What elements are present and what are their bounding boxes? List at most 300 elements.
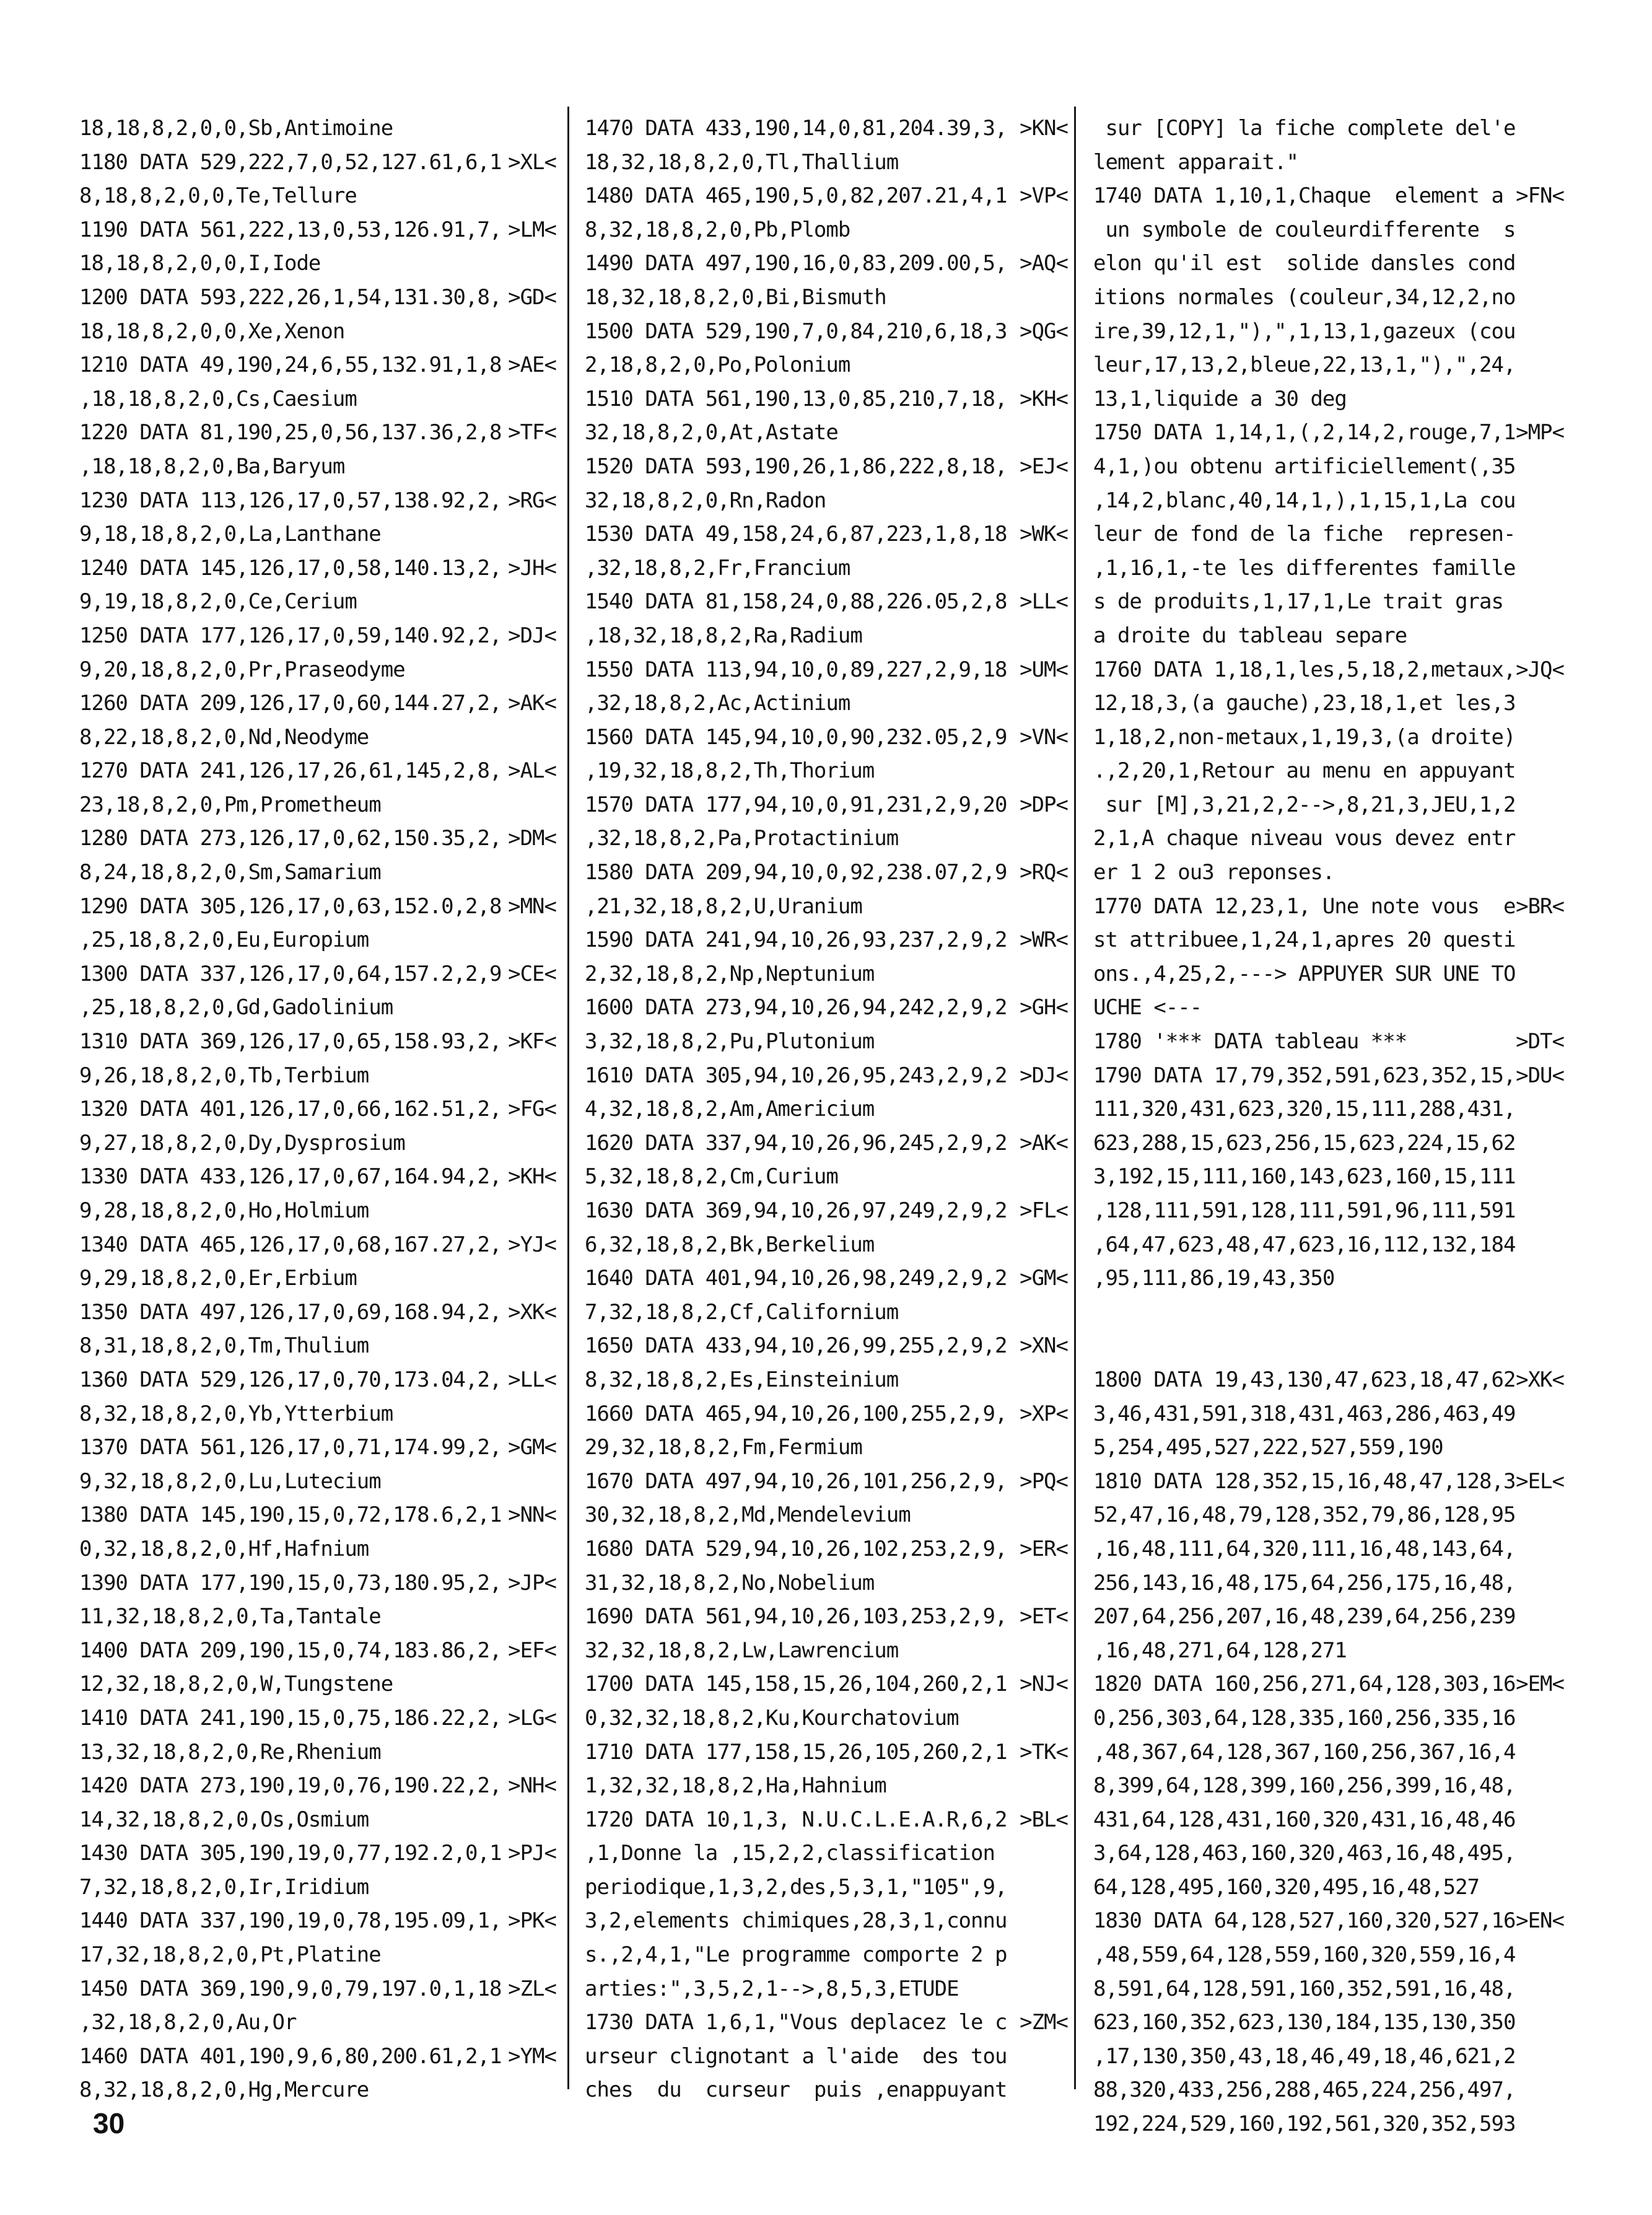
code-line (1093, 686, 1564, 721)
checksum-code: >FL< (1020, 1198, 1068, 1223)
code-text: 18,32,18,8,2,0,Tl,Thallium (585, 149, 899, 175)
code-line (1093, 1228, 1564, 1262)
code-line (79, 822, 556, 856)
code-text: 1650 DATA 433,94,10,26,99,255,2,9,2 (585, 1333, 1007, 1359)
code-text: ,17,130,350,43,18,46,49,18,46,621,2 (1093, 2043, 1516, 2069)
code-line (1093, 1938, 1564, 1972)
code-line (585, 2040, 1068, 2074)
checksum-code: >KH< (508, 1164, 556, 1190)
code-text: 1790 DATA 17,79,352,591,623,352,15, (1093, 1063, 1516, 1088)
checksum-code: >NH< (508, 1773, 556, 1799)
code-line (79, 1904, 556, 1938)
code-line (79, 1769, 556, 1803)
code-line (1093, 1261, 1564, 1296)
code-line (79, 1735, 556, 1770)
code-text: 1750 DATA 1,14,1,(,2,14,2,rouge,7,1 (1093, 420, 1516, 445)
code-line (585, 1667, 1068, 1701)
code-text: 1490 DATA 497,190,16,0,83,209.00,5, (585, 251, 1007, 276)
code-line (1093, 517, 1564, 551)
code-text: 1420 DATA 273,190,19,0,76,190.22,2, (79, 1773, 502, 1799)
code-line (585, 484, 1068, 518)
code-line (1093, 923, 1564, 957)
code-text: 7,32,18,8,2,Cf,Californium (585, 1299, 899, 1325)
checksum-code: >KN< (1020, 116, 1068, 141)
code-line (585, 2006, 1068, 2040)
code-text: ,48,559,64,128,559,160,320,559,16,4 (1093, 1942, 1516, 1968)
code-text: 18,18,8,2,0,0,I,Iode (79, 251, 321, 276)
checksum-code: >NJ< (1020, 1672, 1068, 1697)
code-text: 1540 DATA 81,158,24,0,88,226.05,2,8 (585, 589, 1007, 615)
checksum-code: >TK< (1020, 1739, 1068, 1765)
checksum-code: >YJ< (508, 1232, 556, 1257)
code-text: ire,39,12,1,"),",1,13,1,gazeux (cou (1093, 318, 1516, 344)
code-text: 1450 DATA 369,190,9,0,79,197.0,1,18 (79, 1976, 502, 2001)
code-line (585, 1634, 1068, 1668)
code-text: ,18,32,18,8,2,Ra,Radium (585, 623, 862, 648)
code-text: 1310 DATA 369,126,17,0,65,158.93,2, (79, 1029, 502, 1055)
code-line (79, 1397, 556, 1431)
checksum-code: >VN< (1020, 724, 1068, 750)
code-line (79, 348, 556, 382)
code-text: 13,1,liquide a 30 deg (1093, 386, 1347, 411)
code-text: 8,24,18,8,2,0,Sm,Samarium (79, 860, 381, 885)
code-text: 3,192,15,111,160,143,623,160,15,111 (1093, 1164, 1516, 1190)
code-text: ,128,111,591,128,111,591,96,111,591 (1093, 1198, 1516, 1223)
code-line (79, 1871, 556, 1905)
code-text: 1600 DATA 273,94,10,26,94,242,2,9,2 (585, 995, 1007, 1020)
code-line (79, 1938, 556, 1972)
code-text: ,18,18,8,2,0,Cs,Caesium (79, 386, 357, 411)
code-text: 1300 DATA 337,126,17,0,64,157.2,2,9 (79, 961, 502, 986)
code-text: 8,399,64,128,399,160,256,399,16,48, (1093, 1773, 1516, 1799)
code-text: 1670 DATA 497,94,10,26,101,256,2,9, (585, 1468, 1007, 1494)
checksum-code: >ZL< (508, 1976, 556, 2001)
code-line (585, 382, 1068, 416)
code-line (585, 1769, 1068, 1803)
code-text: 3,64,128,463,160,320,463,16,48,495, (1093, 1841, 1516, 1866)
code-text: 1660 DATA 465,94,10,26,100,255,2,9, (585, 1401, 1007, 1426)
code-text: 23,18,8,2,0,Pm,Prometheum (79, 792, 381, 817)
code-text: 1220 DATA 81,190,25,0,56,137.36,2,8 (79, 420, 502, 445)
code-line (585, 1261, 1068, 1296)
code-text: 1500 DATA 529,190,7,0,84,210,6,18,3 (585, 318, 1007, 344)
checksum-code: >JQ< (1516, 657, 1564, 682)
code-line (1093, 1059, 1564, 1093)
code-text: 1770 DATA 12,23,1, Une note vous e (1093, 893, 1516, 919)
code-text: 1430 DATA 305,190,19,0,77,192.2,0,1 (79, 1841, 502, 1866)
checksum-code: >DP< (1020, 792, 1068, 817)
code-text: elon qu'il est solide dansles cond (1093, 251, 1516, 276)
code-text: 13,32,18,8,2,0,Re,Rhenium (79, 1739, 381, 1765)
code-line (1093, 585, 1564, 619)
code-text: 1640 DATA 401,94,10,26,98,249,2,9,2 (585, 1266, 1007, 1291)
code-line (79, 721, 556, 755)
code-text: arties:",3,5,2,1-->,8,5,3,ETUDE (585, 1976, 959, 2001)
code-text: ons.,4,25,2,---> APPUYER SUR UNE TO (1093, 961, 1516, 986)
checksum-code: >PK< (508, 1908, 556, 1934)
code-line (79, 281, 556, 315)
code-line (585, 1194, 1068, 1228)
code-text: 1260 DATA 209,126,17,0,60,144.27,2, (79, 691, 502, 716)
code-line (1093, 890, 1564, 924)
code-text: 1370 DATA 561,126,17,0,71,174.99,2, (79, 1435, 502, 1460)
code-line (79, 179, 556, 213)
checksum-code: >FG< (508, 1097, 556, 1122)
code-line (585, 1092, 1068, 1126)
code-text: 1200 DATA 593,222,26,1,54,131.30,8, (79, 284, 502, 310)
code-line (79, 213, 556, 247)
code-line (79, 1261, 556, 1296)
code-line (79, 957, 556, 991)
code-text: 1410 DATA 241,190,15,0,75,186.22,2, (79, 1705, 502, 1730)
code-text: .,2,20,1,Retour au menu en appuyant (1093, 758, 1516, 784)
code-line (1093, 1735, 1564, 1770)
code-line (585, 1566, 1068, 1600)
code-line (79, 416, 556, 450)
code-text: 32,18,8,2,0,Rn,Radon (585, 488, 826, 513)
code-line (585, 619, 1068, 653)
checksum-code: >ER< (1020, 1536, 1068, 1561)
code-line (585, 1972, 1068, 2006)
code-line (585, 1059, 1068, 1093)
code-text: 1470 DATA 433,190,14,0,81,204.39,3, (585, 116, 1007, 141)
code-line (585, 247, 1068, 281)
code-line (79, 1126, 556, 1160)
checksum-code: >RG< (508, 488, 556, 513)
code-text: 4,1,)ou obtenu artificiellement(,35 (1093, 454, 1516, 479)
code-line (79, 1363, 556, 1397)
code-text: 1440 DATA 337,190,19,0,78,195.09,1, (79, 1908, 502, 1934)
code-text: 8,18,8,2,0,0,Te,Tellure (79, 183, 357, 209)
code-line (585, 1938, 1068, 1972)
code-line (79, 112, 556, 146)
code-line (79, 1465, 556, 1499)
code-text: 12,32,18,8,2,0,W,Tungstene (79, 1672, 393, 1697)
code-text: 623,160,352,623,130,184,135,130,350 (1093, 2010, 1516, 2035)
code-text: 9,26,18,8,2,0,Tb,Terbium (79, 1063, 369, 1088)
checksum-code: >BR< (1516, 893, 1564, 919)
checksum-code: >RQ< (1020, 860, 1068, 885)
code-text: 1530 DATA 49,158,24,6,87,223,1,8,18 (585, 522, 1007, 547)
checksum-code: >EM< (1516, 1672, 1564, 1697)
code-text: 9,29,18,8,2,0,Er,Erbium (79, 1266, 357, 1291)
code-text: leur,17,13,2,bleue,22,13,1,"),",24, (1093, 353, 1516, 378)
code-line (1093, 653, 1564, 687)
code-line (1093, 991, 1564, 1025)
checksum-code: >AE< (508, 353, 556, 378)
code-text: leur de fond de la fiche represen- (1093, 522, 1516, 547)
code-text: 1810 DATA 128,352,15,16,48,47,128,3 (1093, 1468, 1516, 1494)
column-divider (567, 107, 569, 2089)
code-line (1093, 1972, 1564, 2006)
code-line (1093, 1769, 1564, 1803)
code-text: UCHE <--- (1093, 995, 1202, 1020)
code-text: periodique,1,3,2,des,5,3,1,"105",9, (585, 1874, 1007, 1900)
code-line (585, 281, 1068, 315)
code-text: 0,256,303,64,128,335,160,256,335,16 (1093, 1705, 1516, 1730)
code-text: 256,143,16,48,175,64,256,175,16,48, (1093, 1570, 1516, 1595)
code-line (585, 1701, 1068, 1735)
checksum-code: >WK< (1020, 522, 1068, 547)
listing-column-3 (1093, 112, 1564, 2141)
code-line (1093, 213, 1564, 247)
code-text: 8,22,18,8,2,0,Nd,Neodyme (79, 724, 369, 750)
checksum-code: >DM< (508, 826, 556, 851)
code-line (79, 1059, 556, 1093)
code-text: er 1 2 ou3 reponses. (1093, 860, 1335, 885)
code-text: 1520 DATA 593,190,26,1,86,222,8,18, (585, 454, 1007, 479)
code-text: 4,32,18,8,2,Am,Americium (585, 1097, 875, 1122)
code-line (79, 1228, 556, 1262)
code-text: ,48,367,64,128,367,160,256,367,16,4 (1093, 1739, 1516, 1765)
code-line (79, 619, 556, 653)
code-line (585, 1160, 1068, 1194)
code-text: 1240 DATA 145,126,17,0,58,140.13,2, (79, 555, 502, 581)
code-line (1093, 721, 1564, 755)
code-line (79, 991, 556, 1025)
checksum-code: >DU< (1516, 1063, 1564, 1088)
code-text: 1610 DATA 305,94,10,26,95,243,2,9,2 (585, 1063, 1007, 1088)
code-text: 1830 DATA 64,128,527,160,320,527,16 (1093, 1908, 1516, 1934)
checksum-code: >JP< (508, 1570, 556, 1595)
code-text: 8,32,18,8,2,0,Pb,Plomb (585, 217, 850, 242)
code-text: 207,64,256,207,16,48,239,64,256,239 (1093, 1604, 1516, 1629)
code-text: 18,18,8,2,0,0,Xe,Xenon (79, 318, 345, 344)
code-line (585, 112, 1068, 146)
code-line (1093, 856, 1564, 890)
checksum-code: >LM< (508, 217, 556, 242)
code-line (79, 1329, 556, 1363)
code-line (1093, 1126, 1564, 1160)
code-line (1093, 1329, 1564, 1363)
code-line (585, 450, 1068, 484)
code-line (1093, 1904, 1564, 1938)
code-text: 1690 DATA 561,94,10,26,103,253,2,9, (585, 1604, 1007, 1629)
checksum-code: >XP< (1020, 1401, 1068, 1426)
code-line (1093, 315, 1564, 349)
code-text: 30,32,18,8,2,Md,Mendelevium (585, 1502, 911, 1528)
code-line (79, 2040, 556, 2074)
code-text: sur [COPY] la fiche complete del'e (1093, 116, 1516, 141)
code-text: st attribuee,1,24,1,apres 20 questi (1093, 928, 1516, 953)
checksum-code: >AQ< (1020, 251, 1068, 276)
code-text: 5,254,495,527,222,527,559,190 (1093, 1435, 1443, 1460)
checksum-code: >GM< (1020, 1266, 1068, 1291)
code-text: 8,591,64,128,591,160,352,591,16,48, (1093, 1976, 1516, 2001)
checksum-code: >LL< (508, 1367, 556, 1392)
code-line (1093, 146, 1564, 180)
code-text: 1350 DATA 497,126,17,0,69,168.94,2, (79, 1299, 502, 1325)
code-text: 18,32,18,8,2,0,Bi,Bismuth (585, 284, 886, 310)
code-text: 1720 DATA 10,1,3, N.U.C.L.E.A.R,6,2 (585, 1807, 1007, 1832)
code-line (79, 923, 556, 957)
code-line (1093, 1465, 1564, 1499)
code-text: 1320 DATA 401,126,17,0,66,162.51,2, (79, 1097, 502, 1122)
code-line (1093, 2107, 1564, 2141)
checksum-code: >XK< (508, 1299, 556, 1325)
checksum-code: >FN< (1516, 183, 1564, 209)
code-line (1093, 1498, 1564, 1532)
code-text: ,16,48,271,64,128,271 (1093, 1638, 1347, 1663)
checksum-code: >WR< (1020, 928, 1068, 953)
checksum-code: >YM< (508, 2043, 556, 2069)
code-line (585, 416, 1068, 450)
checksum-code: >EF< (508, 1638, 556, 1663)
code-line (79, 517, 556, 551)
checksum-code: >MP< (1516, 420, 1564, 445)
code-text: 1360 DATA 529,126,17,0,70,173.04,2, (79, 1367, 502, 1392)
code-line (1093, 822, 1564, 856)
code-line (585, 957, 1068, 991)
code-text: 1800 DATA 19,43,130,47,623,18,47,62 (1093, 1367, 1516, 1392)
code-text: 3,32,18,8,2,Pu,Plutonium (585, 1029, 875, 1055)
code-line (585, 1498, 1068, 1532)
code-line (79, 1701, 556, 1735)
code-text: ,32,18,8,2,Pa,Protactinium (585, 826, 899, 851)
code-text: 192,224,529,160,192,561,320,352,593 (1093, 2112, 1516, 2137)
code-text: 1550 DATA 113,94,10,0,89,227,2,9,18 (585, 657, 1007, 682)
code-text: 8,32,18,8,2,Es,Einsteinium (585, 1367, 899, 1392)
code-text: 32,32,18,8,2,Lw,Lawrencium (585, 1638, 899, 1663)
checksum-code: >PQ< (1020, 1468, 1068, 1494)
code-text: ,19,32,18,8,2,Th,Thorium (585, 758, 875, 784)
checksum-code: >XL< (508, 149, 556, 175)
code-line (79, 1296, 556, 1330)
checksum-code: >VP< (1020, 183, 1068, 209)
code-text: 9,19,18,8,2,0,Ce,Cerium (79, 589, 357, 615)
code-text: 2,1,A chaque niveau vous devez entr (1093, 826, 1516, 851)
code-text: 1700 DATA 145,158,15,26,104,260,2,1 (585, 1672, 1007, 1697)
code-text: 9,20,18,8,2,0,Pr,Praseodyme (79, 657, 405, 682)
code-text: 1270 DATA 241,126,17,26,61,145,2,8, (79, 758, 502, 784)
code-line (585, 1735, 1068, 1770)
code-line (585, 653, 1068, 687)
checksum-code: >CE< (508, 961, 556, 986)
code-text: 29,32,18,8,2,Fm,Fermium (585, 1435, 862, 1460)
code-text: 1290 DATA 305,126,17,0,63,152.0,2,8 (79, 893, 502, 919)
checksum-code: >NN< (508, 1502, 556, 1528)
code-text: ,21,32,18,8,2,U,Uranium (585, 893, 862, 919)
listing-column-2 (585, 112, 1068, 2107)
code-line (585, 1126, 1068, 1160)
code-line (585, 991, 1068, 1025)
code-text: 1380 DATA 145,190,15,0,72,178.6,2,1 (79, 1502, 502, 1528)
code-text: 1190 DATA 561,222,13,0,53,126.91,7, (79, 217, 502, 242)
code-line (1093, 1092, 1564, 1126)
code-line (585, 721, 1068, 755)
code-line (79, 856, 556, 890)
code-text: 7,32,18,8,2,0,Ir,Iridium (79, 1874, 369, 1900)
code-text: urseur clignotant a l'aide des tou (585, 2043, 1007, 2069)
code-text: 3,46,431,591,318,431,463,286,463,49 (1093, 1401, 1516, 1426)
code-line (79, 247, 556, 281)
code-text: 8,32,18,8,2,0,Yb,Ytterbium (79, 1401, 393, 1426)
code-line (1093, 1431, 1564, 1465)
code-text: 1330 DATA 433,126,17,0,67,164.94,2, (79, 1164, 502, 1190)
code-text: 9,18,18,8,2,0,La,Lanthane (79, 522, 381, 547)
code-line (79, 484, 556, 518)
code-line (585, 1431, 1068, 1465)
code-line (585, 754, 1068, 788)
code-line (585, 1904, 1068, 1938)
code-text: 1,32,32,18,8,2,Ha,Hahnium (585, 1773, 886, 1799)
code-line (585, 822, 1068, 856)
checksum-code: >DT< (1516, 1029, 1564, 1055)
checksum-code: >KH< (1020, 386, 1068, 411)
code-text: ,95,111,86,19,43,350 (1093, 1266, 1335, 1291)
code-line (79, 1667, 556, 1701)
code-line (1093, 247, 1564, 281)
code-line (585, 1329, 1068, 1363)
code-line (79, 1160, 556, 1194)
checksum-code: >JH< (508, 555, 556, 581)
code-text: 1390 DATA 177,190,15,0,73,180.95,2, (79, 1570, 502, 1595)
code-line (585, 213, 1068, 247)
code-line (1093, 112, 1564, 146)
code-text: sur [M],3,21,2,2-->,8,21,3,JEU,1,2 (1093, 792, 1516, 817)
code-line (79, 1803, 556, 1837)
code-text: 1480 DATA 465,190,5,0,82,207.21,4,1 (585, 183, 1007, 209)
code-line (585, 1363, 1068, 1397)
code-text: 8,32,18,8,2,0,Hg,Mercure (79, 2077, 369, 2103)
checksum-code: >MN< (508, 893, 556, 919)
code-text: 32,18,8,2,0,At,Astate (585, 420, 838, 445)
checksum-code: >XN< (1020, 1333, 1068, 1359)
code-line (585, 1600, 1068, 1634)
code-line (585, 1397, 1068, 1431)
code-text: 1,18,2,non-metaux,1,19,3,(a droite) (1093, 724, 1516, 750)
code-line (1093, 1566, 1564, 1600)
code-line (79, 1836, 556, 1871)
code-text: 1560 DATA 145,94,10,0,90,232.05,2,9 (585, 724, 1007, 750)
code-text: ,14,2,blanc,40,14,1,),1,15,1,La cou (1093, 488, 1516, 513)
code-line (79, 585, 556, 619)
code-line (79, 1972, 556, 2006)
column-divider (1074, 107, 1076, 2089)
checksum-code: >GD< (508, 284, 556, 310)
code-text: 12,18,3,(a gauche),23,18,1,et les,3 (1093, 691, 1516, 716)
code-line (1093, 1194, 1564, 1228)
code-line (1093, 754, 1564, 788)
code-text: s.,2,4,1,"Le programme comporte 2 p (585, 1942, 1007, 1968)
checksum-code: >DJ< (508, 623, 556, 648)
code-text: 9,28,18,8,2,0,Ho,Holmium (79, 1198, 369, 1223)
code-text: itions normales (couleur,34,12,2,no (1093, 284, 1516, 310)
code-line (1093, 619, 1564, 653)
code-line (585, 1465, 1068, 1499)
code-text: 31,32,18,8,2,No,Nobelium (585, 1570, 875, 1595)
code-line (1093, 1634, 1564, 1668)
checksum-code: >AL< (508, 758, 556, 784)
checksum-code: >EN< (1516, 1908, 1564, 1934)
code-line (1093, 1363, 1564, 1397)
code-line (585, 146, 1068, 180)
code-line (585, 551, 1068, 586)
code-text: 5,32,18,8,2,Cm,Curium (585, 1164, 838, 1190)
code-text: 88,320,433,256,288,465,224,256,497, (1093, 2077, 1516, 2103)
code-line (1093, 1397, 1564, 1431)
checksum-code: >KF< (508, 1029, 556, 1055)
checksum-code: >XK< (1516, 1367, 1564, 1392)
code-line (79, 551, 556, 586)
code-text: ,25,18,8,2,0,Gd,Gadolinium (79, 995, 393, 1020)
code-text: 1210 DATA 49,190,24,6,55,132.91,1,8 (79, 353, 502, 378)
code-line (79, 788, 556, 822)
code-text: a droite du tableau separe (1093, 623, 1407, 648)
code-text: 431,64,128,431,160,320,431,16,48,46 (1093, 1807, 1516, 1832)
code-text: ches du curseur puis ,enappuyant (585, 2077, 1007, 2103)
code-line (1093, 2040, 1564, 2074)
